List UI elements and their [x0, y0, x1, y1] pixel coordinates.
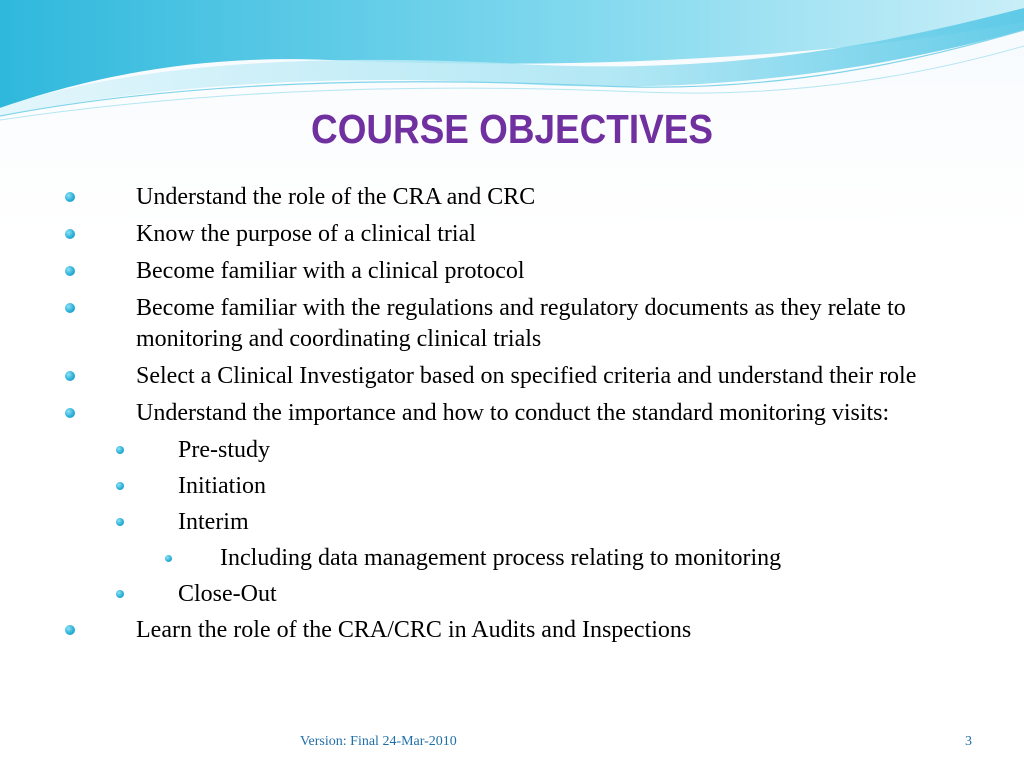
bullet-text: Interim [178, 509, 249, 535]
bullet-item-level-1 [60, 361, 960, 392]
bullet-text: Learn the role of the CRA/CRC in Audits and Inspections [136, 617, 692, 643]
bullet-text: Know the purpose of a clinical trial [136, 221, 476, 247]
bullet-item-level-2 [60, 471, 960, 502]
bullet-text: Pre-study [178, 437, 270, 463]
bullet-dot-icon [65, 229, 75, 239]
bullet-text: Select a Clinical Investigator based on specified criteria and understand their role [136, 363, 917, 389]
bullet-text: Become familiar with the regulations and regulatory documents as they relate to monitoring and coordinating clinical trials [136, 295, 906, 352]
bullet-text: Close-Out [178, 581, 277, 607]
bullet-dot-icon [65, 192, 75, 202]
bullet-text: Initiation [178, 473, 266, 499]
bullet-item-level-1 [60, 615, 960, 646]
bullet-dot-icon [116, 518, 124, 526]
objectives-list [60, 182, 960, 652]
bullet-text: Become familiar with a clinical protocol [136, 258, 525, 284]
bullet-dot-icon [116, 590, 124, 598]
bullet-item-level-3 [60, 543, 960, 574]
bullet-item-level-1 [60, 293, 960, 355]
bullet-text: Including data management process relating to monitoring [220, 545, 782, 571]
bullet-item-level-1 [60, 256, 960, 287]
footer-version: Version: Final 24-Mar-2010 [300, 734, 457, 749]
bullet-item-level-1 [60, 182, 960, 213]
bullet-item-level-2 [60, 507, 960, 538]
page-number: 3 [965, 734, 972, 749]
bullet-dot-icon [65, 408, 75, 418]
bullet-dot-icon [65, 303, 75, 313]
bullet-dot-icon [65, 371, 75, 381]
bullet-dot-icon [116, 482, 124, 490]
bullet-item-level-1 [60, 398, 960, 429]
bullet-item-level-2 [60, 435, 960, 466]
slide-title: COURSE OBJECTIVES [311, 106, 713, 152]
bullet-dot-icon [165, 555, 172, 562]
bullet-dot-icon [116, 446, 124, 454]
bullet-text: Understand the importance and how to conduct the standard monitoring visits: [136, 400, 890, 426]
bullet-item-level-2 [60, 579, 960, 610]
bullet-text: Understand the role of the CRA and CRC [136, 184, 536, 210]
bullet-dot-icon [65, 266, 75, 276]
bullet-item-level-1 [60, 219, 960, 250]
bullet-dot-icon [65, 625, 75, 635]
